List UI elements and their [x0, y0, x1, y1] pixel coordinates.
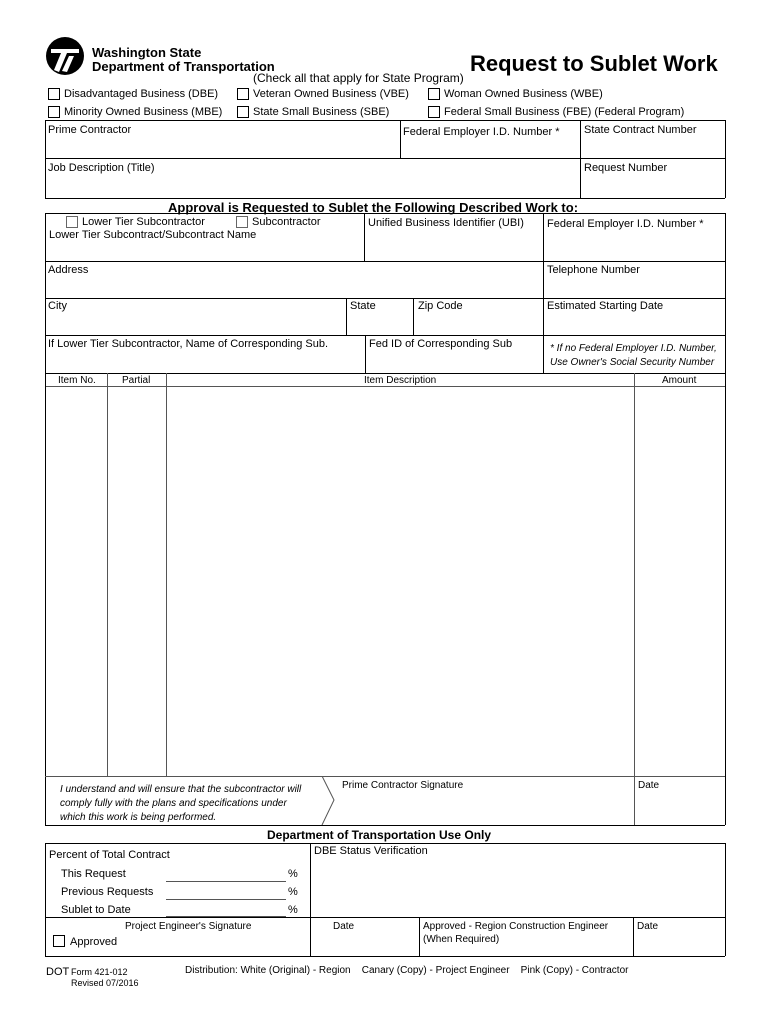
rule [45, 335, 725, 336]
statement-line2: comply fully with the plans and specifications under [60, 798, 287, 809]
prime-contractor-label: Prime Contractor [48, 124, 132, 136]
start-date-label: Estimated Starting Date [547, 300, 664, 312]
state-label: State [350, 300, 376, 312]
state-contract-number-field[interactable] [581, 138, 724, 157]
request-number-label: Request Number [584, 162, 668, 174]
city-field[interactable] [46, 314, 345, 334]
rule [725, 120, 726, 198]
sbe-checkbox[interactable] [237, 106, 249, 118]
rule [419, 917, 420, 956]
rule [45, 843, 725, 844]
sublet-to-date-percent: % [288, 904, 298, 916]
zip-label: Zip Code [418, 300, 463, 312]
footer-form-number: Form 421-012 [71, 967, 128, 977]
fed-id-corresponding-field[interactable] [366, 352, 542, 372]
lower-tier-subcontractor-checkbox[interactable] [66, 216, 78, 228]
dbe-status-label: DBE Status Verification [314, 845, 428, 857]
approved-line2: (When Required) [423, 934, 500, 945]
subcontractor-label: Subcontractor [252, 216, 321, 228]
start-date-field[interactable] [544, 314, 724, 334]
sbe-label: State Small Business (SBE) [253, 106, 390, 118]
rule [45, 917, 725, 918]
prime-contractor-field[interactable] [46, 138, 399, 157]
rule [45, 298, 725, 299]
dbe-status-field[interactable] [311, 859, 724, 916]
rule [45, 776, 725, 777]
this-request-field[interactable] [166, 881, 286, 882]
rule [45, 261, 725, 262]
rule [45, 120, 725, 121]
rule [725, 843, 726, 956]
rule [45, 843, 46, 956]
statement-line1: I understand and will ensure that the subcontractor will [60, 784, 302, 795]
footer-revised: Revised 07/2016 [71, 978, 139, 988]
ubi-field[interactable] [365, 232, 542, 260]
rule [725, 213, 726, 373]
wbe-checkbox[interactable] [428, 88, 440, 100]
item-description-header: Item Description [364, 375, 437, 386]
prime-signature-field[interactable] [338, 792, 633, 824]
fbe-checkbox[interactable] [428, 106, 440, 118]
subcontract-name-field[interactable] [46, 243, 363, 260]
pe-date-label: Date [333, 921, 355, 932]
amount-header: Amount [662, 375, 697, 386]
partial-column[interactable] [108, 387, 165, 775]
mbe-checkbox[interactable] [48, 106, 60, 118]
federal-employer-id-label: Federal Employer I.D. Number * [403, 126, 560, 138]
telephone-label: Telephone Number [547, 264, 640, 276]
rule [45, 825, 725, 826]
percent-total-label: Percent of Total Contract [49, 849, 170, 861]
corresponding-sub-field[interactable] [46, 352, 364, 372]
subcontractor-checkbox[interactable] [236, 216, 248, 228]
telephone-field[interactable] [544, 278, 724, 297]
fed-id-corresponding-label: Fed ID of Corresponding Sub [369, 338, 513, 350]
sub-federal-id-field[interactable] [544, 233, 724, 260]
prime-signature-label: Prime Contractor Signature [342, 780, 464, 791]
subcontract-name-label: Lower Tier Subcontract/Subcontract Name [49, 229, 257, 241]
lower-tier-subcontractor-label: Lower Tier Subcontractor [82, 216, 205, 228]
dbe-checkbox[interactable] [48, 88, 60, 100]
address-field[interactable] [46, 278, 542, 297]
city-label: City [48, 300, 67, 312]
check-instruction: (Check all that apply for State Program) [253, 71, 464, 85]
vbe-checkbox[interactable] [237, 88, 249, 100]
org-name-line2: Department of Transportation [92, 59, 275, 74]
ubi-label: Unified Business Identifier (UBI) [368, 217, 524, 229]
wsdot-logo [45, 36, 85, 76]
footer-dot: DOT [46, 966, 70, 978]
approved-checkbox[interactable] [53, 935, 65, 947]
job-description-label: Job Description (Title) [48, 162, 155, 174]
dot-use-heading: Department of Transportation Use Only [267, 828, 492, 842]
approved-label: Approved [70, 936, 118, 948]
item-no-header: Item No. [58, 375, 96, 386]
approval-heading: Approval is Requested to Sublet the Following Described Work to: [168, 200, 579, 215]
address-label: Address [48, 264, 89, 276]
amount-column[interactable] [635, 387, 724, 775]
rce-date-label: Date [637, 921, 659, 932]
footnote-line1: * If no Federal Employer I.D. Number, [550, 343, 717, 354]
this-request-percent: % [288, 868, 298, 880]
mbe-label: Minority Owned Business (MBE) [64, 106, 223, 118]
state-contract-number-label: State Contract Number [584, 124, 697, 136]
sub-federal-id-label: Federal Employer I.D. Number * [547, 218, 704, 230]
sublet-to-date-label: Sublet to Date [61, 904, 131, 916]
rule [45, 213, 725, 214]
federal-employer-id-field[interactable] [401, 140, 579, 157]
approved-line1: Approved - Region Construction Engineer [423, 921, 609, 932]
rule [45, 956, 725, 957]
zip-field[interactable] [414, 314, 542, 334]
request-number-field[interactable] [581, 176, 724, 197]
pe-signature-label: Project Engineer's Signature [125, 921, 252, 932]
org-name-line1: Washington State [92, 45, 202, 60]
item-description-column[interactable] [167, 387, 633, 775]
job-description-field[interactable] [46, 176, 579, 197]
previous-requests-label: Previous Requests [61, 886, 154, 898]
statement-arrow [318, 776, 338, 825]
rule [45, 158, 725, 159]
footnote-line2: Use Owner's Social Security Number [550, 357, 715, 368]
rule [725, 373, 726, 825]
corresponding-sub-label: If Lower Tier Subcontractor, Name of Corresponding Sub. [48, 338, 329, 350]
previous-requests-percent: % [288, 886, 298, 898]
form-title: Request to Sublet Work [470, 51, 718, 76]
fbe-label: Federal Small Business (FBE) (Federal Program) [444, 106, 685, 118]
partial-header: Partial [122, 375, 151, 386]
pe-signature-field[interactable] [120, 932, 309, 955]
rule [45, 198, 725, 199]
footer-distribution: Distribution: White (Original) - Region Canary (Copy) - Project Engineer Pink (Copy) - Contractor [185, 965, 629, 976]
wsdot-logo-icon [45, 36, 85, 76]
vbe-label: Veteran Owned Business (VBE) [253, 88, 409, 100]
item-no-column[interactable] [46, 387, 106, 775]
this-request-label: This Request [61, 868, 126, 880]
prime-date-field[interactable] [635, 792, 724, 824]
wbe-label: Woman Owned Business (WBE) [444, 88, 603, 100]
rce-date-field[interactable] [634, 932, 724, 955]
previous-requests-field[interactable] [166, 899, 286, 900]
state-field[interactable] [347, 314, 412, 334]
pe-date-field[interactable] [330, 932, 418, 955]
dbe-label: Disadvantaged Business (DBE) [64, 88, 219, 100]
prime-date-label: Date [638, 780, 660, 791]
statement-line3: which this work is being performed. [60, 812, 217, 823]
